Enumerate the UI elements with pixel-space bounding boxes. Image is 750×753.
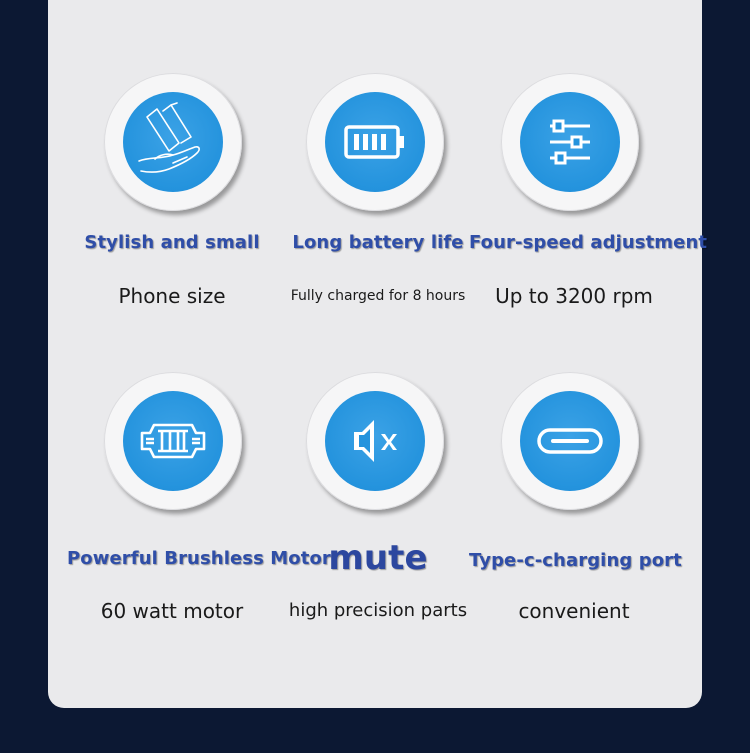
- feature-subtitle-3: Up to 3200 rpm: [495, 284, 653, 308]
- feature-ring-5: [306, 372, 444, 510]
- feature-title-3: Four-speed adjustment: [469, 232, 708, 253]
- feature-subtitle-4: 60 watt motor: [100, 599, 244, 623]
- feature-title-1: Stylish and small: [84, 232, 260, 253]
- motor-icon: [123, 391, 223, 491]
- usb-c-port-icon: [520, 391, 620, 491]
- battery-icon: [325, 92, 425, 192]
- feature-subtitle-2: Fully charged for 8 hours: [290, 288, 466, 304]
- feature-ring-6: [501, 372, 639, 510]
- sliders-icon: [520, 92, 620, 192]
- feature-title-5: mute: [328, 538, 428, 578]
- hand-holding-device-icon: [123, 92, 223, 192]
- feature-ring-2: [306, 73, 444, 211]
- feature-subtitle-5: high precision parts: [288, 600, 468, 621]
- feature-title-6: Type-c-charging port: [469, 550, 682, 571]
- feature-subtitle-6: convenient: [518, 599, 630, 623]
- feature-ring-1: [104, 73, 242, 211]
- feature-title-4: Powerful Brushless Motor: [67, 548, 331, 569]
- feature-subtitle-1: Phone size: [118, 284, 226, 308]
- feature-ring-3: [501, 73, 639, 211]
- mute-speaker-icon: [325, 391, 425, 491]
- feature-title-2: Long battery life: [292, 232, 464, 253]
- feature-ring-4: [104, 372, 242, 510]
